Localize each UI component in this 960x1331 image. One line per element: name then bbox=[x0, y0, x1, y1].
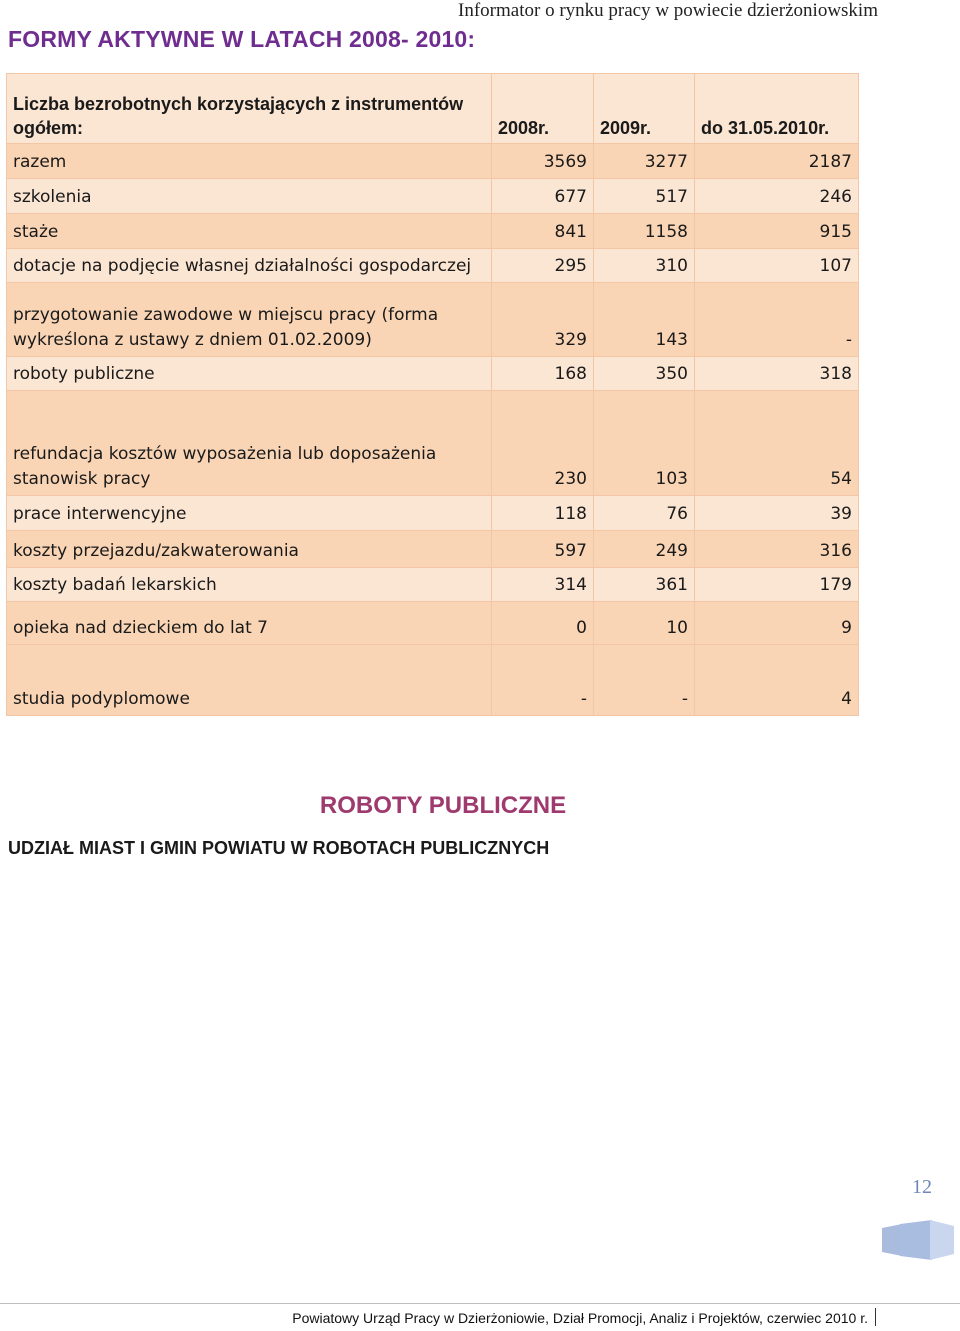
row-value-2008: 230 bbox=[492, 391, 594, 496]
row-value-2010: 246 bbox=[695, 179, 859, 214]
row-value-2010: - bbox=[695, 283, 859, 357]
table-row bbox=[7, 179, 859, 214]
row-value-2009: 361 bbox=[594, 568, 695, 602]
row-value-2009: 143 bbox=[594, 283, 695, 357]
page-number: 12 bbox=[912, 1176, 932, 1198]
instruments-table bbox=[6, 73, 859, 716]
table-row bbox=[7, 249, 859, 283]
row-label: roboty publiczne bbox=[7, 357, 492, 391]
table-row bbox=[7, 391, 859, 496]
row-label: razem bbox=[7, 144, 492, 179]
row-value-2010: 318 bbox=[695, 357, 859, 391]
row-value-2009: 3277 bbox=[594, 144, 695, 179]
footer-separator bbox=[875, 1308, 876, 1326]
row-label: koszty przejazdu/zakwaterowania bbox=[7, 531, 492, 568]
row-label: koszty badań lekarskich bbox=[7, 568, 492, 602]
table-row bbox=[7, 283, 859, 357]
section-title: FORMY AKTYWNE W LATACH 2008- 2010: bbox=[8, 26, 476, 52]
row-label: refundacja kosztów wyposażenia lub doposażenia stanowisk pracy bbox=[7, 391, 492, 496]
row-label: szkolenia bbox=[7, 179, 492, 214]
row-value-2009: 10 bbox=[594, 602, 695, 645]
footer-divider bbox=[0, 1303, 960, 1304]
row-value-2010: 107 bbox=[695, 249, 859, 283]
row-value-2008: 0 bbox=[492, 602, 594, 645]
row-value-2008: 597 bbox=[492, 531, 594, 568]
row-value-2008: 677 bbox=[492, 179, 594, 214]
table-row bbox=[7, 568, 859, 602]
table-row bbox=[7, 496, 859, 531]
row-value-2010: 316 bbox=[695, 531, 859, 568]
row-value-2010: 4 bbox=[695, 645, 859, 716]
row-value-2010: 54 bbox=[695, 391, 859, 496]
row-value-2009: 517 bbox=[594, 179, 695, 214]
row-value-2009: 350 bbox=[594, 357, 695, 391]
row-value-2008: 118 bbox=[492, 496, 594, 531]
row-value-2010: 915 bbox=[695, 214, 859, 249]
row-value-2010: 39 bbox=[695, 496, 859, 531]
row-value-2009: 1158 bbox=[594, 214, 695, 249]
row-label: przygotowanie zawodowe w miejscu pracy (forma wykreślona z ustawy z dniem 01.02.2009) bbox=[7, 283, 492, 357]
row-label: prace interwencyjne bbox=[7, 496, 492, 531]
row-value-2010: 179 bbox=[695, 568, 859, 602]
row-label: dotacje na podjęcie własnej działalności gospodarczej bbox=[7, 249, 492, 283]
row-value-2009: 76 bbox=[594, 496, 695, 531]
row-value-2010: 2187 bbox=[695, 144, 859, 179]
table-row bbox=[7, 144, 859, 179]
table-row bbox=[7, 645, 859, 716]
header-2008: 2008r. bbox=[492, 74, 594, 144]
section-subtitle: ROBOTY PUBLICZNE bbox=[319, 792, 567, 819]
document-header: Informator o rynku pracy w powiecie dzierżoniowskim bbox=[458, 0, 878, 21]
row-value-2008: 314 bbox=[492, 568, 594, 602]
table-row bbox=[7, 357, 859, 391]
row-value-2009: - bbox=[594, 645, 695, 716]
header-2009: 2009r. bbox=[594, 74, 695, 144]
header-label: Liczba bezrobotnych korzystających z instrumentów ogółem: bbox=[7, 74, 492, 144]
table-header-row bbox=[7, 74, 859, 144]
table-row bbox=[7, 214, 859, 249]
row-value-2009: 103 bbox=[594, 391, 695, 496]
row-value-2008: - bbox=[492, 645, 594, 716]
row-value-2008: 295 bbox=[492, 249, 594, 283]
row-value-2008: 168 bbox=[492, 357, 594, 391]
row-value-2008: 3569 bbox=[492, 144, 594, 179]
row-value-2010: 9 bbox=[695, 602, 859, 645]
row-value-2008: 841 bbox=[492, 214, 594, 249]
row-label: studia podyplomowe bbox=[7, 645, 492, 716]
row-label: staże bbox=[7, 214, 492, 249]
row-value-2008: 329 bbox=[492, 283, 594, 357]
section-subheading: UDZIAŁ MIAST I GMIN POWIATU W ROBOTACH PUBLICZNYCH bbox=[8, 838, 550, 858]
document-footer: Powiatowy Urząd Pracy w Dzierżoniowie, Dział Promocji, Analiz i Projektów, czerwiec 2010 r. bbox=[292, 1310, 868, 1326]
header-2010: do 31.05.2010r. bbox=[695, 74, 859, 144]
row-label: opieka nad dzieckiem do lat 7 bbox=[7, 602, 492, 645]
row-value-2009: 249 bbox=[594, 531, 695, 568]
page-corner-decoration bbox=[880, 1218, 956, 1262]
row-value-2009: 310 bbox=[594, 249, 695, 283]
table-row bbox=[7, 531, 859, 568]
table-row bbox=[7, 602, 859, 645]
